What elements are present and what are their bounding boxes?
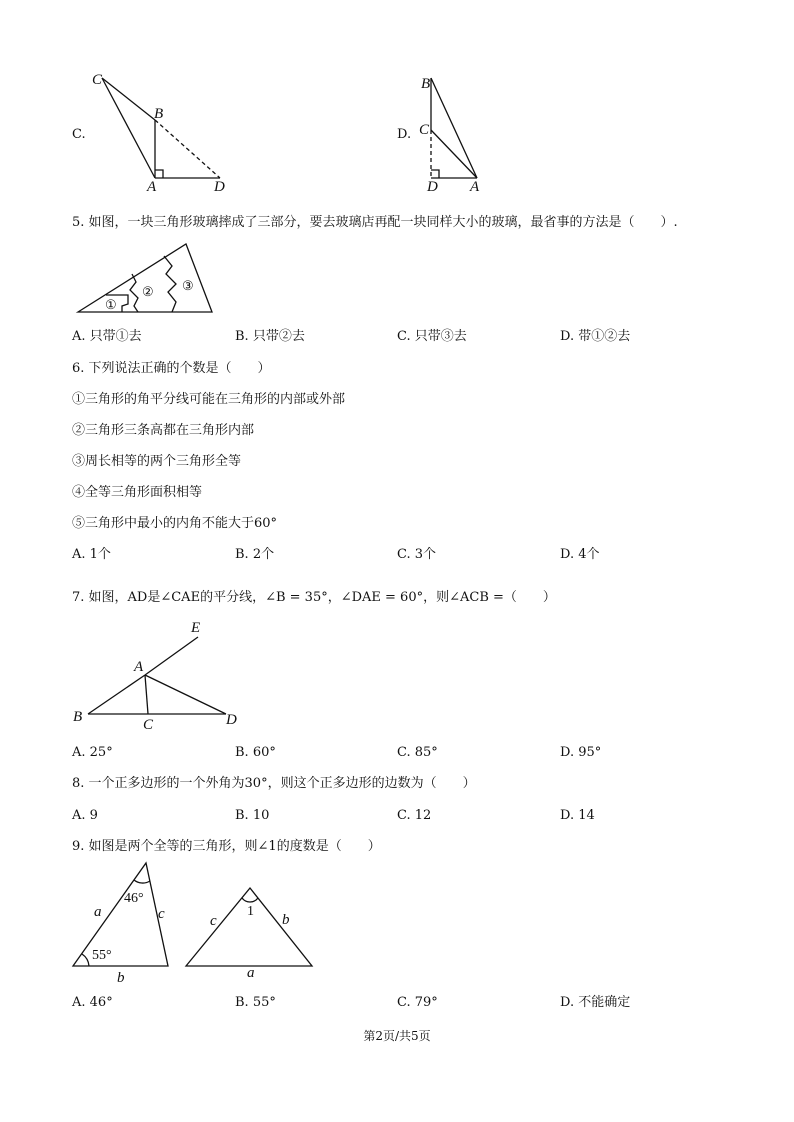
q6-statement-2: ②三角形三条高都在三角形内部 — [72, 423, 255, 438]
q7-figure — [70, 615, 250, 735]
point-e-label: E — [191, 620, 201, 636]
page-number-footer: 第2页/共5页 — [363, 1029, 431, 1043]
point-a-label: A — [134, 659, 144, 675]
q7-option-a[interactable]: A. 25° — [72, 745, 113, 760]
point-d-label: D — [427, 179, 438, 195]
piece-2-label: ② — [142, 284, 154, 299]
q5-stem: 5. 如图，一块三角形玻璃摔成了三部分，要去玻璃店再配一块同样大小的玻璃，最省事的方法是（ ）. — [72, 215, 678, 230]
piece-3-label: ③ — [182, 278, 194, 293]
q8-option-a[interactable]: A. 9 — [72, 808, 98, 823]
side-c-label: c — [210, 913, 217, 929]
q5-broken-glass-figure — [76, 240, 216, 315]
segment-ac — [145, 675, 148, 714]
q4-figure-c — [80, 68, 240, 193]
point-b-label: B — [421, 76, 431, 92]
q6-stem: 6. 下列说法正确的个数是（ ） — [72, 361, 271, 376]
q5-option-a[interactable]: A. 只带①去 — [72, 329, 142, 344]
point-a-label: A — [147, 179, 157, 195]
point-d-label: D — [214, 179, 225, 195]
option-d-label: D. — [397, 127, 412, 142]
point-b-label: B — [73, 709, 83, 725]
q9-option-a[interactable]: A. 46° — [72, 995, 113, 1010]
side-b-label: b — [282, 912, 290, 928]
q6-statement-3: ③周长相等的两个三角形全等 — [72, 454, 242, 469]
q7-option-b[interactable]: B. 60° — [235, 745, 276, 760]
q6-option-b[interactable]: B. 2个 — [235, 547, 275, 562]
q9-left-triangle — [70, 860, 180, 985]
angle-1-label: 1 — [247, 904, 254, 919]
crack-2 — [130, 274, 138, 312]
q6-option-d[interactable]: D. 4个 — [560, 547, 600, 562]
point-c-label: C — [143, 717, 154, 733]
q6-statement-4: ④全等三角形面积相等 — [72, 485, 203, 500]
crack-3 — [164, 256, 176, 312]
q6-option-a[interactable]: A. 1个 — [72, 547, 111, 562]
right-angle-mark — [155, 170, 163, 178]
segment-ad — [145, 675, 226, 714]
q9-stem: 9. 如图是两个全等的三角形，则∠1的度数是（ ） — [72, 839, 381, 854]
side-a-label: a — [247, 965, 255, 981]
q9-option-d[interactable]: D. 不能确定 — [560, 995, 631, 1010]
q7-stem: 7. 如图，AD是∠CAE的平分线，∠B = 35°，∠DAE = 60°，则∠ACB =（ ） — [72, 590, 556, 605]
point-c-label: C — [92, 72, 103, 88]
q7-option-c[interactable]: C. 85° — [397, 745, 438, 760]
segment-bd-dashed — [155, 120, 220, 178]
q5-option-b[interactable]: B. 只带②去 — [235, 329, 305, 344]
point-d-label: D — [226, 712, 237, 728]
point-c-label: C — [419, 122, 430, 138]
triangle-outline — [73, 863, 168, 966]
q4-figure-d — [412, 70, 492, 195]
q9-option-b[interactable]: B. 55° — [235, 995, 276, 1010]
q6-option-c[interactable]: C. 3个 — [397, 547, 437, 562]
q7-option-d[interactable]: D. 95° — [560, 745, 602, 760]
top-angle-arc — [134, 880, 150, 883]
q6-statement-1: ①三角形的角平分线可能在三角形的内部或外部 — [72, 392, 346, 407]
q5-option-c[interactable]: C. 只带③去 — [397, 329, 467, 344]
piece-1-label: ① — [105, 297, 117, 312]
q9-right-triangle — [182, 880, 322, 980]
q8-stem: 8. 一个正多边形的一个外角为30°，则这个正多边形的边数为（ ） — [72, 776, 476, 791]
q5-option-d[interactable]: D. 带①②去 — [560, 329, 631, 344]
option-c-label: C. — [72, 127, 86, 142]
angle-1-arc — [242, 898, 258, 902]
bottom-angle-arc — [82, 954, 89, 966]
segment-cb — [102, 78, 155, 120]
q6-statement-5: ⑤三角形中最小的内角不能大于60° — [72, 516, 278, 531]
q9-option-c[interactable]: C. 79° — [397, 995, 438, 1010]
q8-option-d[interactable]: D. 14 — [560, 808, 595, 823]
point-a-label: A — [470, 179, 480, 195]
right-angle-mark — [431, 170, 439, 178]
side-b-label: b — [117, 970, 125, 986]
top-angle-label: 46° — [124, 891, 144, 906]
segment-ca — [102, 78, 155, 178]
side-c-label: c — [158, 906, 165, 922]
triangle-outline — [186, 888, 312, 966]
q8-option-c[interactable]: C. 12 — [397, 808, 432, 823]
segment-ca — [431, 130, 477, 178]
bottom-angle-label: 55° — [92, 948, 112, 963]
q8-option-b[interactable]: B. 10 — [235, 808, 270, 823]
point-b-label: B — [154, 106, 164, 122]
segment-ba — [88, 675, 145, 714]
segment-ba — [431, 78, 477, 178]
ray-ae — [145, 637, 198, 675]
side-a-label: a — [94, 904, 102, 920]
